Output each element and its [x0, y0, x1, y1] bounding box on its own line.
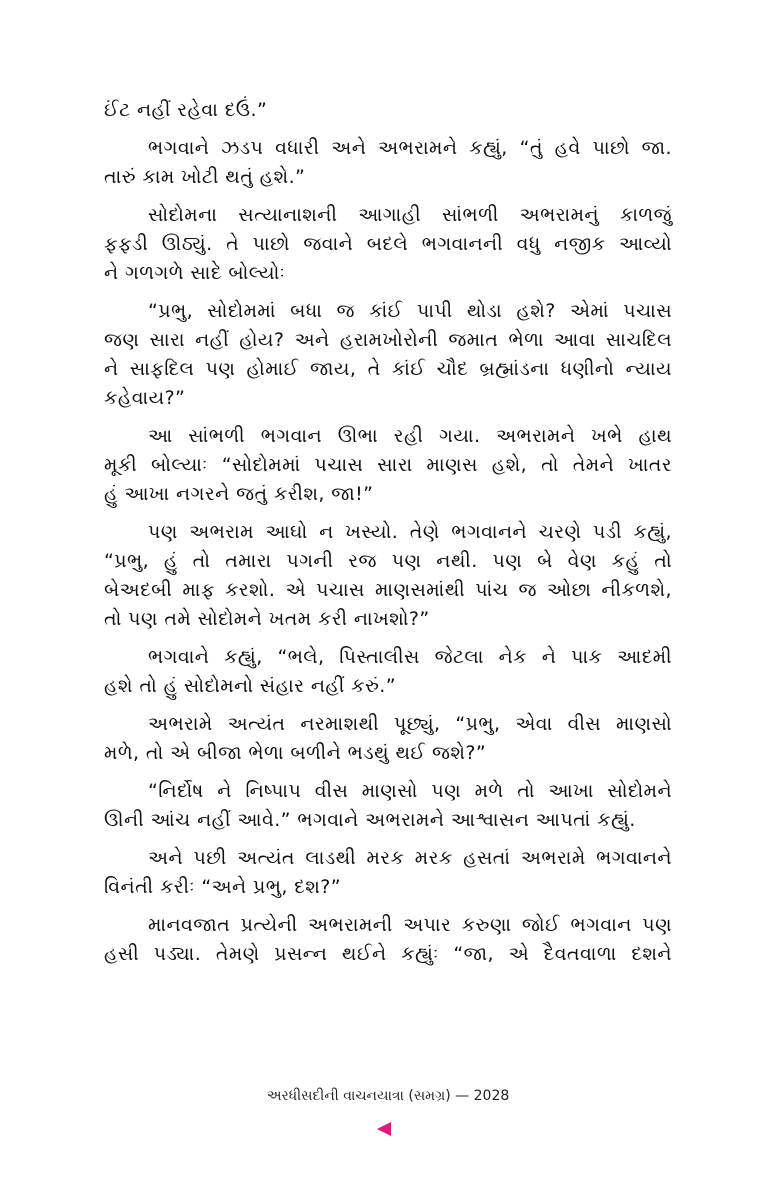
paragraph: [104, 134, 672, 192]
text-line: ને સાફદિલ પણ હોમાઈ જાય, તે કાંઈ ચૌદ બ્રહ્માંડના ધણીનો ન્યાય: [104, 358, 672, 380]
paragraph: [104, 844, 672, 902]
text-line: મળે, તો એ બીજા ભેળા બળીને ભડથું થઈ જશે?”: [104, 742, 487, 764]
text-line: વિનંતી કરીઃ “અને પ્રભુ, દશ?”: [104, 876, 342, 898]
text-line: અને પછી અત્યંત લાડથી મરક મરક હસતાં અભરામે ભગવાનને: [148, 847, 672, 869]
paragraph: [104, 297, 672, 413]
text-line: ઊની આંચ નહીં આવે.” ભગવાને અભરામને આશ્વાસન આપતાં કહ્યું.: [104, 809, 636, 831]
text-line: ભગવાને કહ્યું, “ભલે, પિસ્તાલીસ જેટલા નેક ને પાક આદમી: [148, 646, 672, 668]
text-line: તો પણ તમે સોદોમને ખતમ કરી નાખશો?”: [104, 608, 430, 630]
text-line: અભરામે અત્યંત નરમાશથી પૂછ્યું, “પ્રભુ, એવા વીસ માણસો: [148, 713, 672, 735]
paragraph: [104, 777, 672, 835]
text-line: કહેવાય?”: [104, 387, 186, 409]
text-line: હશે તો હું સોદોમનો સંહાર નહીં કરું.”: [104, 675, 396, 697]
previous-page-icon[interactable]: [377, 1122, 391, 1136]
text-line: પણ અભરામ આઘો ન ખસ્યો. તેણે ભગવાનને ચરણે પડી કહ્યું,: [148, 521, 672, 543]
page-body: [104, 96, 672, 969]
text-line: આ સાંભળી ભગવાન ઊભા રહી ગયા. અભરામને ખભે હાથ: [148, 425, 672, 447]
text-line: “પ્રભુ, હું તો તમારા પગની રજ પણ નથી. પણ બે વેણ કહું તો: [104, 550, 672, 572]
text-line: બેઅદબી માફ કરશો. એ પચાસ માણસમાંથી પાંચ જ ઓછા નીકળશે,: [104, 579, 672, 601]
paragraph: [104, 201, 672, 288]
text-line: મૂકી બોલ્યાઃ “સોદોમમાં પચાસ સારા માણસ હશે, તો તેમને ખાતર: [104, 454, 672, 476]
text-line: ને ગળગળે સાદે બોલ્યોઃ: [104, 262, 286, 284]
paragraph: [104, 710, 672, 768]
text-line: “પ્રભુ, સોદોમમાં બધા જ કાંઈ પાપી થોડા હશે? એમાં પચાસ: [148, 300, 672, 322]
paragraph: [104, 518, 672, 634]
paragraph: [104, 643, 672, 701]
page-footer: અરધીસદીની વાચનયાત્રા (સમગ્ર) — 2028: [266, 1088, 510, 1104]
text-line: ભગવાને ઝડપ વધારી અને અભરામને કહ્યું, “તું હવે પાછો જા.: [148, 137, 672, 159]
text-line: જણ સારા નહીં હોય? અને હરામખોરોની જમાત ભેળા આવા સાચદિલ: [104, 329, 672, 351]
text-line: ફફડી ઊઠ્યું. તે પાછો જવાને બદલે ભગવાનની વધુ નજીક આવ્યો: [104, 233, 672, 255]
text-line: હસી પડ્યા. તેમણે પ્રસન્ન થઈને કહ્યુંઃ “જા, એ દૈવતવાળા દશને: [104, 943, 672, 965]
text-line: માનવજાત પ્રત્યેની અભરામની અપાર કરુણા જોઈ ભગવાન પણ: [148, 914, 672, 936]
text-line: ઈંટ નહીં રહેવા દઉં.”: [104, 99, 268, 121]
paragraph: [104, 422, 672, 509]
text-line: હું આખા નગરને જતું કરીશ, જા!”: [104, 483, 374, 505]
paragraph: [104, 96, 672, 125]
text-line: તારું કામ ખોટી થતું હશે.”: [104, 166, 306, 188]
text-line: “નિર્દોષ ને નિષ્પાપ વીસ માણસો પણ મળે તો આખા સોદોમને: [148, 780, 672, 802]
paragraph: [104, 911, 672, 969]
text-line: સોદોમના સત્યાનાશની આગાહી સાંભળી અભરામનું કાળજું: [148, 204, 672, 226]
